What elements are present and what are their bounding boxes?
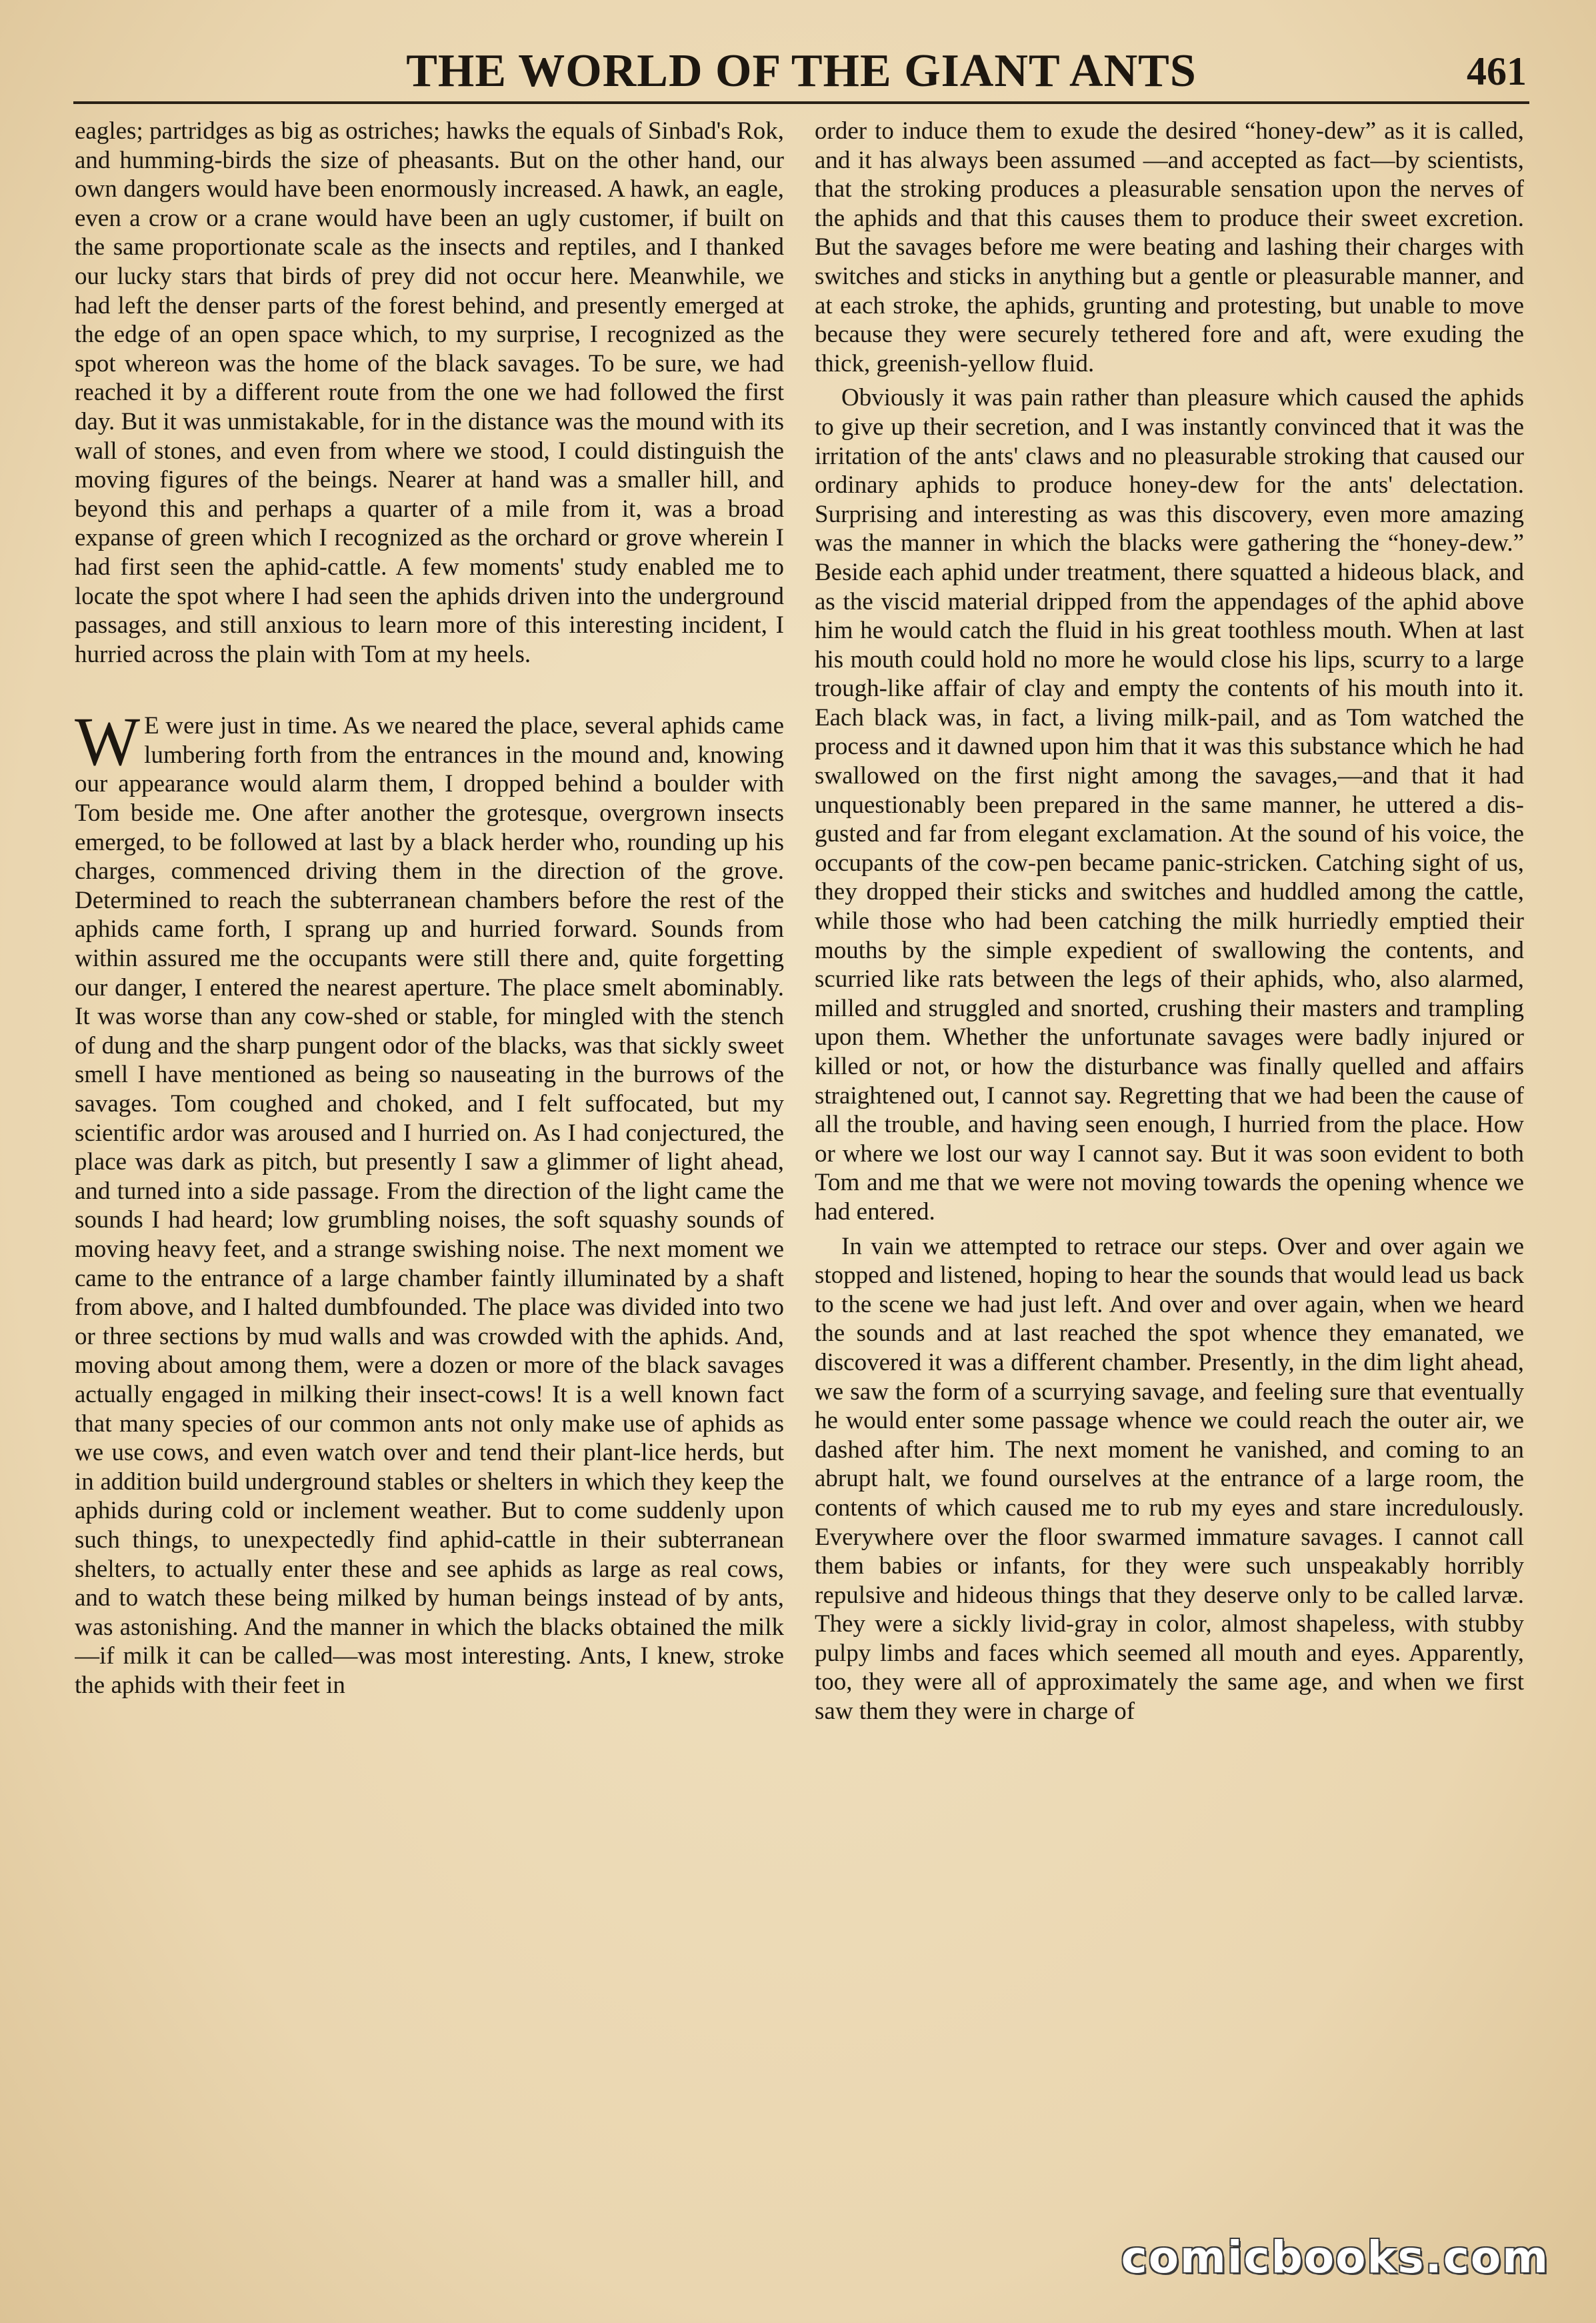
right-paragraph-2: Obviously it was pain rather than pleasure which caused the aphids to give up their secretion, and I was instantly convinced that it was the irritation of the ants' claws and no pleasurable stroking that caused our ordinary aphids to produce honey-dew for the ants' delectation. Surprising and interesting as was this discovery, even more amazing was the manner in which the blacks were gathering the “honey-dew.” Beside each aphid under treatment, there squatted a hideous black, and as the viscid material dripped from the appendages of the aphid above him he would catch the fluid in his great toothless mouth. When at last his mouth could hold no more he would close his lips, scurry to a large trough-like affair of clay and empty the contents of his mouth into it. Each black was, in fact, a living milk-pail, and as Tom watched the process and it dawned upon him that it was this substance which he had swallowed on the first night among the savages,—and that it had unquestionably been prepared in the same manner, he uttered a disgusted and far from elegant exclamation. At the sound of his voice, the occupants of the cow-pen became panic-stricken. Catching sight of us, they dropped their sticks and switches and huddled among the cattle, while those who had been catching the milk hurriedly emptied their mouths by the simple expedient of swallowing the contents, and scurried like rats between the legs of their aphids, who, also alarmed, milled and struggled and snorted, crushing their masters and trampling upon them. Whether the unfortunate savages were badly injured or killed or not, or how the disturbance was finally quelled and affairs straightened out, I cannot say. Regretting that we had been the cause of all the trouble, and having seen enough, I hurried from the place. How or where we lost our way I cannot say. But it was soon evident to both Tom and me that we were not moving towards the opening whence we had entered. (815, 384, 1524, 1226)
left-paragraph-2 (75, 703, 784, 1700)
right-paragraph-3: In vain we attempted to retrace our steps. Over and over again we stopped and listened, hoping to hear the sounds that would lead us back to the scene we had just left. And over and over again, when we heard the sounds and at last reached the spot whence they emanated, we discovered it was a different chamber. Presently, in the dim light ahead, we saw the form of a scurrying savage, and feeling sure that eventually he would enter some passage whence we could reach the outer air, we dashed after him. The next moment he vanished, and coming to an abrupt halt, we found ourselves at the entrance of a large room, the contents of which caused me to rub my eyes and stare incredulously. Everywhere over the floor swarmed immature savages. I cannot call them babies or infants, for they were such unspeakably horribly repulsive and hideous things that they deserve only to be called larvæ. They were a sickly livid-gray in color, almost shapeless, with stubby pulpy limbs and faces which seemed all mouth and eyes. Apparently, too, they were all of approximately the same age, and when we first saw them they were in charge of (815, 1232, 1524, 1726)
running-head: THE WORLD OF THE GIANT ANTS (406, 45, 1197, 97)
left-paragraph-2-text: E were just in time. As we neared the place, several aphids came lumbering forth from the entrances in the mound and, knowing our appearance would alarm them, I dropped behind a boulder with Tom beside me. One after another the grotesque, overgrown insects emerged, to be followed at last by a black herder who, rounding up his charges, commenced driving them in the direction of the grove. Determined to reach the subterranean chambers before the rest of the aphids came forth, I sprang up and hurried forward. Sounds from within assured me the occupants were still there and, quite forgetting our danger, I entered the nearest aperture. The place smelt abominably. It was worse than any cow-shed or stable, for mingled with the stench of dung and the sharp pungent odor of the blacks, was that sickly sweet smell I have mentioned as being so nauseating in the burrows of the savages. Tom coughed and choked, and I felt suffocated, but my scientific ardor was aroused and I hurried on. As I had conjectured, the place was dark as pitch, but presently I saw a glimmer of light ahead, and turned into a side passage. From the direction of the light came the sounds I had heard; low grumbling noises, the soft squashy sounds of moving heavy feet, and a strange swishing noise. The next moment we came to the entrance of a large chamber faintly illuminated by a shaft from above, and I halted dumbfounded. The place was divided into two or three sections by mud walls and was crowded with the aphids. And, moving about among them, were a dozen or more of the black savages actually engaged in milking their insect-cows! It is a well known fact that many species of our common ants not only make use of aphids as we use cows, and even watch over and tend their plant-lice herds, but in addition build underground stables or shelters in which they keep the aphids during cold or inclement weather. But to come suddenly upon such things, to unexpectedly find aphid-cattle in their subterranean shelters, to actually enter these and see aphids as large as real cows, and to watch these being milked by human beings instead of by ants, was astonishing. And the manner in which the blacks obtained the milk—if milk it can be called—was most interesting. Ants, I knew, stroke the aphids with their feet in (75, 712, 784, 1699)
right-paragraph-1: order to induce them to exude the desired “honey-dew” as it is called, and it has always been assumed —and accepted as fact—by scientists, that the stroking produces a pleasurable sensation upon the nerves of the aphids and that this causes them to produce their sweet excretion. But the savages before me were beating and lashing their charges with switches and sticks in anything but a gentle or pleasurable manner, and at each stroke, the aphids, grunting and protesting, but unable to move because they were securely tethered fore and aft, were exuding the thick, greenish-yellow fluid. (815, 117, 1524, 377)
right-column (815, 117, 1524, 2237)
drop-cap: W (75, 703, 141, 781)
watermark-logo: comicbooks.com (1121, 2232, 1549, 2283)
page-header (73, 41, 1529, 104)
left-column (75, 117, 784, 2237)
section-break (75, 669, 784, 711)
left-paragraph-1: eagles; partridges as big as ostriches; hawks the equals of Sinbad's Rok, and humming-birds the size of pheasants. But on the other hand, our own dangers would have been enormously increased. A hawk, an eagle, even a crow or a crane would have been an ugly customer, if built on the same proportionate scale as the insects and reptiles, and I thanked our lucky stars that birds of prey did not occur here. Meanwhile, we had left the denser parts of the forest behind, and presently emerged at the edge of an open space which, to my surprise, I recognized as the spot whereon was the home of the black savages. To be sure, we had reached it by a different route from the one we had followed the first day. But it was unmistakable, for in the distance was the mound with its wall of stones, and even from where we stood, I could distinguish the moving figures of the beings. Nearer at hand was a smaller hill, and beyond this and perhaps a quarter of a mile from it, was a broad expanse of green which I recognized as the orchard or grove wherein I had first seen the aphid-cattle. A few moments' study enabled me to locate the spot where I had seen the aphids driven into the underground passages, and still anxious to learn more of this interesting incident, I hurried across the plain with Tom at my heels. (75, 117, 784, 668)
page-number: 461 (1467, 49, 1527, 93)
